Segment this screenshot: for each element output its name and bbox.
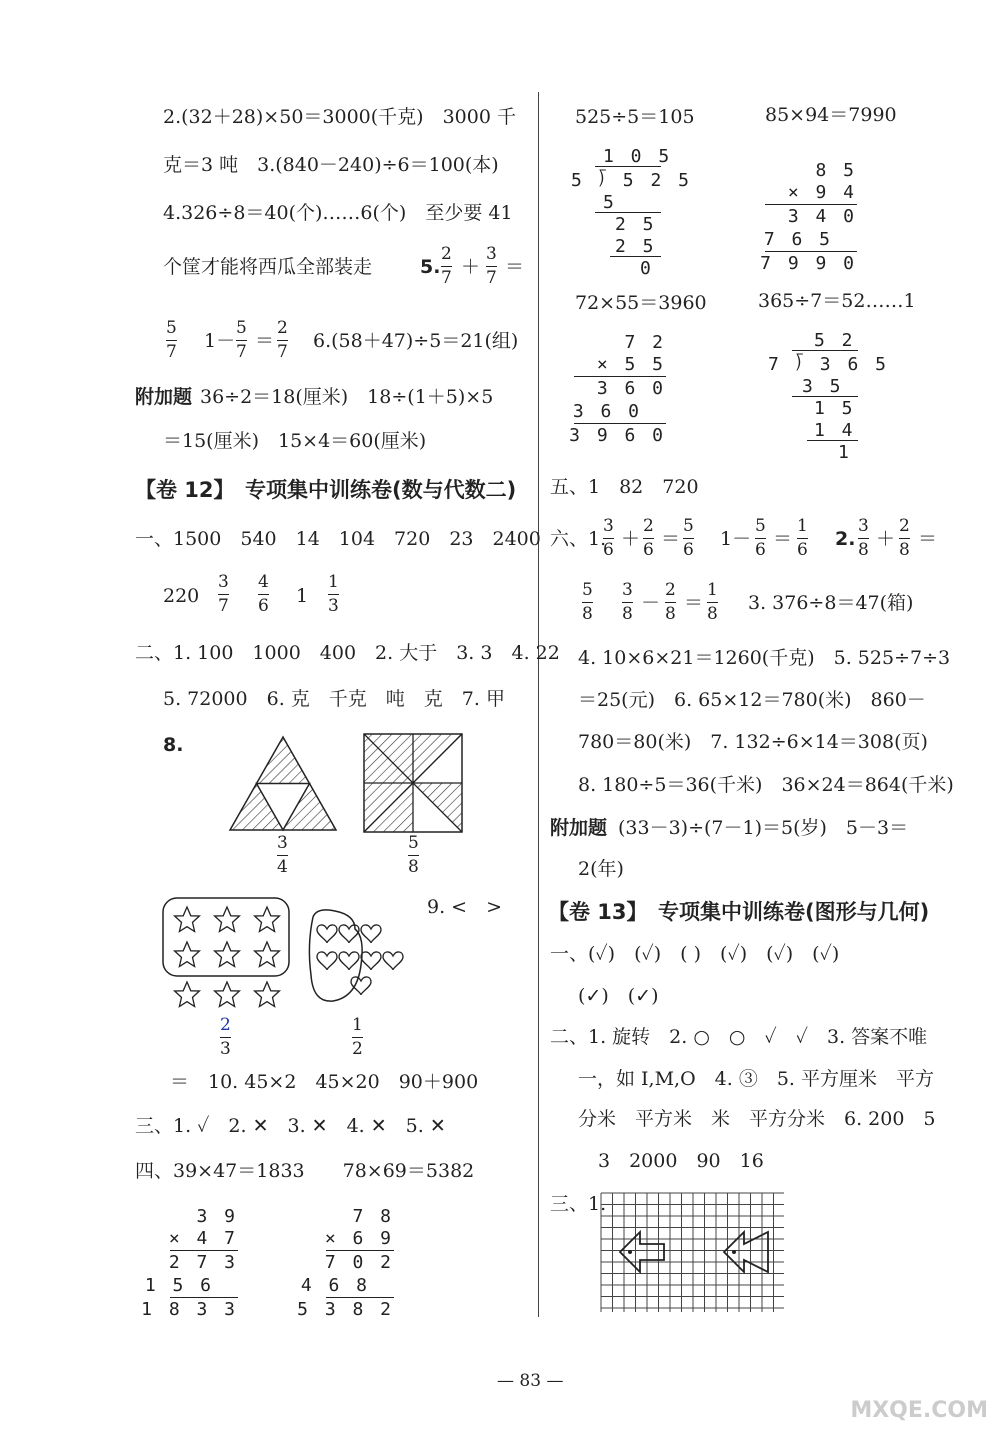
answer-line: 2.(32＋28)×50＝3000(千克) 3000 千 — [163, 106, 516, 128]
vertical-calculation: 7 2 × 5 5 3 6 0 3 6 0 3 9 6 0 — [569, 332, 666, 446]
column-divider — [538, 92, 539, 1317]
fraction: 3 6 — [603, 516, 614, 560]
fraction: 5 7 — [236, 318, 247, 362]
vertical-calculation: 3 9 × 4 7 2 7 3 1 5 6 1 8 3 3 — [141, 1206, 238, 1320]
fraction: 2 7 — [441, 244, 452, 288]
fraction: 2 6 — [643, 516, 654, 560]
bonus-label: 附加题 — [550, 817, 608, 839]
fraction: 5 8 — [408, 833, 419, 877]
hearts-figure — [305, 905, 410, 1010]
page-number: — 83 — — [497, 1371, 564, 1391]
vertical-calculation: 7 8 × 6 9 7 0 2 4 6 8 5 3 8 2 — [297, 1206, 394, 1320]
fraction: 3 7 — [218, 572, 229, 616]
vertical-calculation: 8 5 × 9 4 3 4 0 7 6 5 7 9 9 0 — [760, 160, 857, 274]
bonus-label: 附加题 — [135, 386, 193, 408]
fraction: 1 2 — [352, 1015, 363, 1059]
stars-figure — [160, 895, 292, 1013]
answer-line: 个筐才能将西瓜全部装走 — [163, 256, 373, 278]
fraction: 4 6 — [258, 572, 269, 616]
watermark: MXQE.COM — [850, 1398, 988, 1423]
fraction: 1 3 — [328, 572, 339, 616]
hatched-square-figure — [363, 733, 463, 833]
fraction: 3 4 — [277, 833, 288, 877]
answer-line: 4.326÷8＝40(个)……6(个) 至少要 41 — [163, 202, 513, 224]
fraction: 3 8 — [622, 580, 633, 624]
fraction: 5 6 — [683, 516, 694, 560]
fraction: 2 8 — [899, 516, 910, 560]
section-heading: 【卷 13】 专项集中训练卷(图形与几何) — [548, 900, 930, 924]
fraction: 5 6 — [755, 516, 766, 560]
fraction: 1 8 — [707, 580, 718, 624]
section-heading: 【卷 12】 专项集中训练卷(数与代数二) — [135, 478, 517, 502]
fraction: 3 7 — [486, 244, 497, 288]
fraction: 2 3 — [220, 1015, 231, 1059]
fraction: 3 8 — [858, 516, 869, 560]
question-number: 5. — [420, 256, 441, 278]
hatched-triangle-figure — [228, 735, 338, 832]
fraction: 2 7 — [277, 318, 288, 362]
fraction: 5 8 — [582, 580, 593, 624]
answer-line: 克＝3 吨 3.(840－240)÷6＝100(本) — [163, 154, 499, 176]
fraction: 5 7 — [166, 318, 177, 362]
long-division: 1 0 5 5 ⟌ 5 2 5 5 2 5 2 5 0 — [571, 146, 692, 279]
grid-figure — [600, 1192, 786, 1316]
fraction: 1 6 — [797, 516, 808, 560]
fraction: 2 8 — [665, 580, 676, 624]
long-division: 5 2 7 ⟌ 3 6 5 3 5 1 5 1 4 1 — [768, 330, 889, 463]
